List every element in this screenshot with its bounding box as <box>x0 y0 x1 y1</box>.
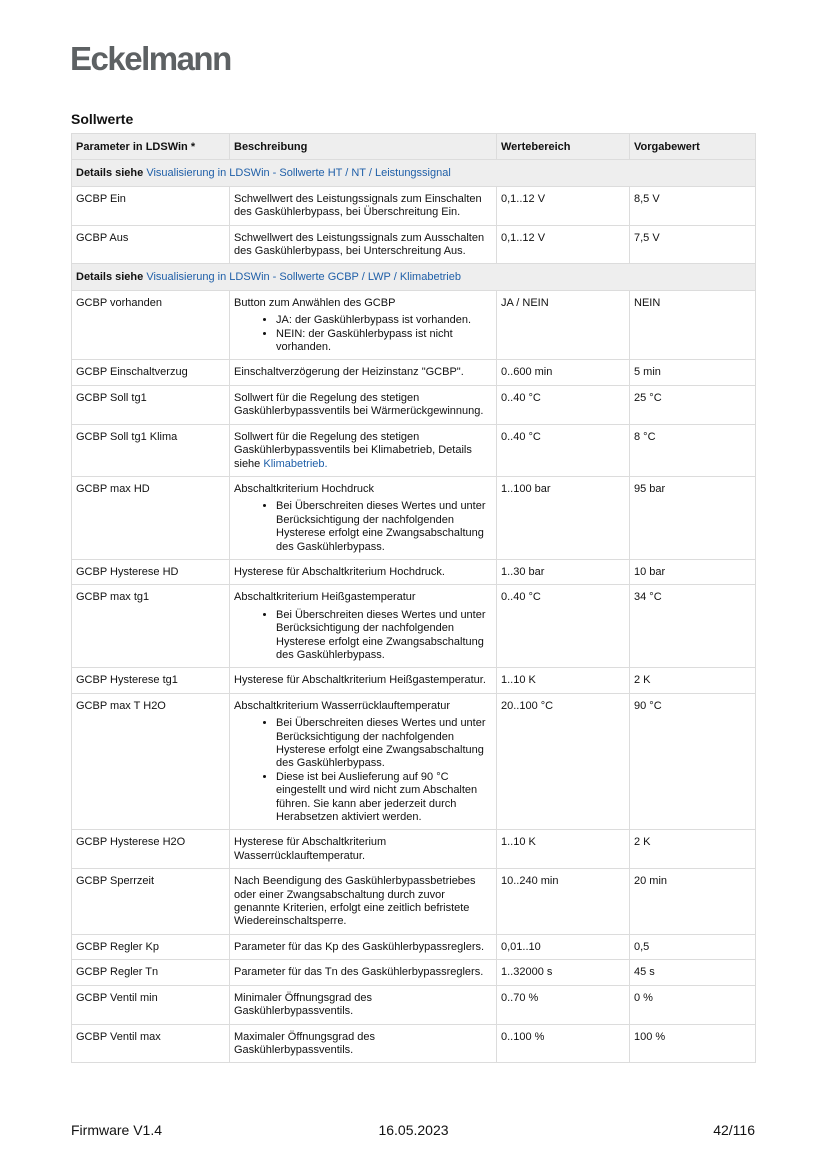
group-cell <box>72 160 756 186</box>
table-row <box>72 385 756 424</box>
table-row <box>72 225 756 264</box>
table-row <box>72 668 756 693</box>
description-cell <box>230 830 497 869</box>
default-cell: 95 bar <box>630 476 756 559</box>
details-link[interactable]: Visualisierung in LDSWin - Sollwerte HT / NT / Leistungssignal <box>146 167 451 180</box>
default-cell: 8,5 V <box>630 186 756 225</box>
range-cell: 20..100 °C <box>497 693 630 830</box>
sollwerte-table <box>71 133 756 1063</box>
range-cell: 1..32000 s <box>497 960 630 985</box>
description-cell <box>230 360 497 385</box>
range-cell: 0,01..10 <box>497 934 630 959</box>
header-wertebereich: Wertebereich <box>497 134 630 160</box>
range-cell: 1..100 bar <box>497 476 630 559</box>
description-bullets <box>234 500 492 554</box>
parameter-cell: GCBP max HD <box>72 476 230 559</box>
description-cell <box>230 186 497 225</box>
description-text: Parameter für das Tn des Gaskühlerbypassreglers. <box>234 966 484 979</box>
description-cell <box>230 934 497 959</box>
table-row <box>72 290 756 360</box>
description-cell <box>230 960 497 985</box>
description-cell <box>230 1024 497 1063</box>
default-cell: 10 bar <box>630 559 756 584</box>
range-cell: JA / NEIN <box>497 290 630 360</box>
table-row <box>72 476 756 559</box>
parameter-cell: GCBP Sperrzeit <box>72 869 230 935</box>
description-text: Minimaler Öffnungsgrad des Gaskühlerbypassventils. <box>234 991 372 1018</box>
description-text: Maximaler Öffnungsgrad des Gaskühlerbypassventils. <box>234 1030 376 1056</box>
table-row <box>72 186 756 225</box>
parameter-cell: GCBP Soll tg1 <box>72 385 230 424</box>
description-cell <box>230 385 497 424</box>
parameter-cell: GCBP Ein <box>72 186 230 225</box>
description-cell <box>230 693 497 830</box>
description-link[interactable]: Klimabetrieb. <box>263 457 328 470</box>
default-cell: 90 °C <box>630 693 756 830</box>
table-row <box>72 830 756 869</box>
table-header-row <box>72 134 756 160</box>
parameter-cell: GCBP Aus <box>72 225 230 264</box>
description-text: Button zum Anwählen des GCBP <box>234 296 396 309</box>
description-bullets <box>234 609 492 663</box>
range-cell: 0..40 °C <box>497 385 630 424</box>
header-vorgabewert: Vorgabewert <box>630 134 756 160</box>
range-cell: 0,1..12 V <box>497 186 630 225</box>
table-row <box>72 1024 756 1063</box>
parameter-cell: GCBP Soll tg1 Klima <box>72 424 230 476</box>
description-cell <box>230 985 497 1024</box>
footer-date: 16.05.2023 <box>378 1122 449 1138</box>
bullet-item: • NEIN: der Gaskühlerbypass ist nicht vorhanden. <box>276 328 492 355</box>
parameter-cell: GCBP Regler Kp <box>72 934 230 959</box>
default-cell: 45 s <box>630 960 756 985</box>
footer-page-number: 42/116 <box>713 1122 755 1138</box>
range-cell: 10..240 min <box>497 869 630 935</box>
table-row <box>72 424 756 476</box>
range-cell: 0..100 % <box>497 1024 630 1063</box>
description-bullets <box>234 717 492 824</box>
description-text: Einschaltverzögerung der Heizinstanz "GCBP". <box>234 366 464 379</box>
group-cell <box>72 264 756 290</box>
description-cell <box>230 290 497 360</box>
description-text: Hysterese für Abschaltkriterium Wasserrücklauftemperatur. <box>234 836 387 862</box>
footer-firmware: Firmware V1.4 <box>71 1122 163 1138</box>
description-cell <box>230 585 497 668</box>
bullet-item: • JA: der Gaskühlerbypass ist vorhanden. <box>276 314 492 327</box>
description-text: Parameter für das Kp des Gaskühlerbypassreglers. <box>234 940 485 953</box>
default-cell: 34 °C <box>630 585 756 668</box>
description-text: Abschaltkriterium Wasserrücklauftemperatur <box>234 699 450 712</box>
bullet-item: • Bei Überschreiten dieses Wertes und unter Berücksichtigung der nachfolgenden Hysterese erfolgt eine Zwangsabschaltung des Gaskühlerbypass. <box>276 500 492 554</box>
default-cell: 5 min <box>630 360 756 385</box>
description-cell <box>230 424 497 476</box>
description-text: Nach Beendigung des Gaskühlerbypassbetriebes oder einer Zwangsabschaltung durch zuvor genannte Kriterien, erfolgt eine zeitlich befristete Wiedereinschaltsperre. <box>234 875 476 928</box>
range-cell: 1..10 K <box>497 830 630 869</box>
parameter-cell: GCBP Ventil max <box>72 1024 230 1063</box>
default-cell: 2 K <box>630 830 756 869</box>
parameter-cell: GCBP max tg1 <box>72 585 230 668</box>
description-text: Abschaltkriterium Hochdruck <box>234 482 374 495</box>
default-cell: 100 % <box>630 1024 756 1063</box>
description-bullets <box>234 314 492 354</box>
description-text: Sollwert für die Regelung des stetigen Gaskühlerbypassventils bei Klimabetrieb, Details siehe <box>234 430 472 470</box>
default-cell: 2 K <box>630 668 756 693</box>
description-cell <box>230 668 497 693</box>
table-row <box>72 559 756 584</box>
parameter-cell: GCBP Regler Tn <box>72 960 230 985</box>
section-title: Sollwerte <box>71 111 134 127</box>
range-cell: 0..40 °C <box>497 424 630 476</box>
default-cell: 0,5 <box>630 934 756 959</box>
table-row <box>72 869 756 935</box>
header-beschreibung: Beschreibung <box>230 134 497 160</box>
range-cell: 0..600 min <box>497 360 630 385</box>
description-text: Sollwert für die Regelung des stetigen Gaskühlerbypassventils bei Wärmerückgewinnung. <box>234 391 484 418</box>
eckelmann-logo: Eckelmann <box>70 40 231 77</box>
table-row <box>72 960 756 985</box>
description-cell <box>230 225 497 264</box>
default-cell: 7,5 V <box>630 225 756 264</box>
table-row <box>72 693 756 830</box>
group-row <box>72 160 756 186</box>
parameter-cell: GCBP Ventil min <box>72 985 230 1024</box>
header-parameter: Parameter in LDSWin * <box>72 134 230 160</box>
description-text: Schwellwert des Leistungssignals zum Ausschalten des Gaskühlerbypass, bei Unterschreitung Aus. <box>234 231 485 258</box>
bullet-item: • Bei Überschreiten dieses Wertes und unter Berücksichtigung der nachfolgenden Hysterese erfolgt eine Zwangsabschaltung des Gaskühlerbypass. <box>276 609 492 663</box>
description-cell <box>230 559 497 584</box>
default-cell: 8 °C <box>630 424 756 476</box>
range-cell: 0..40 °C <box>497 585 630 668</box>
description-text: Hysterese für Abschaltkriterium Hochdruck. <box>234 565 445 578</box>
range-cell: 1..30 bar <box>497 559 630 584</box>
description-text: Abschaltkriterium Heißgastemperatur <box>234 591 416 604</box>
range-cell: 0,1..12 V <box>497 225 630 264</box>
range-cell: 1..10 K <box>497 668 630 693</box>
details-link[interactable]: Visualisierung in LDSWin - Sollwerte GCBP / LWP / Klimabetrieb <box>146 271 461 284</box>
bullet-item: • Bei Überschreiten dieses Wertes und unter Berücksichtigung der nachfolgenden Hysterese erfolgt eine Zwangsabschaltung des Gaskühlerbypass. <box>276 717 492 771</box>
parameter-cell: GCBP Einschaltverzug <box>72 360 230 385</box>
default-cell: NEIN <box>630 290 756 360</box>
table-row <box>72 360 756 385</box>
group-row <box>72 264 756 290</box>
description-text: Hysterese für Abschaltkriterium Heißgastemperatur. <box>234 674 486 687</box>
parameter-cell: GCBP max T H2O <box>72 693 230 830</box>
default-cell: 20 min <box>630 869 756 935</box>
default-cell: 25 °C <box>630 385 756 424</box>
table-row <box>72 985 756 1024</box>
range-cell: 0..70 % <box>497 985 630 1024</box>
group-label: Details siehe <box>76 167 144 180</box>
parameter-cell: GCBP Hysterese tg1 <box>72 668 230 693</box>
default-cell: 0 % <box>630 985 756 1024</box>
parameter-cell: GCBP Hysterese HD <box>72 559 230 584</box>
parameter-cell: GCBP vorhanden <box>72 290 230 360</box>
table-row <box>72 585 756 668</box>
parameter-cell: GCBP Hysterese H2O <box>72 830 230 869</box>
bullet-item: • Diese ist bei Auslieferung auf 90 °C eingestellt und wird nicht zum Abschalten führen. Sie kann aber jederzeit durch Herabsetzen aktiviert werden. <box>276 771 492 825</box>
group-label: Details siehe <box>76 271 144 284</box>
description-cell <box>230 476 497 559</box>
description-text: Schwellwert des Leistungssignals zum Einschalten des Gaskühlerbypass, bei Überschreitung Ein. <box>234 192 482 219</box>
table-row <box>72 934 756 959</box>
description-cell <box>230 869 497 935</box>
